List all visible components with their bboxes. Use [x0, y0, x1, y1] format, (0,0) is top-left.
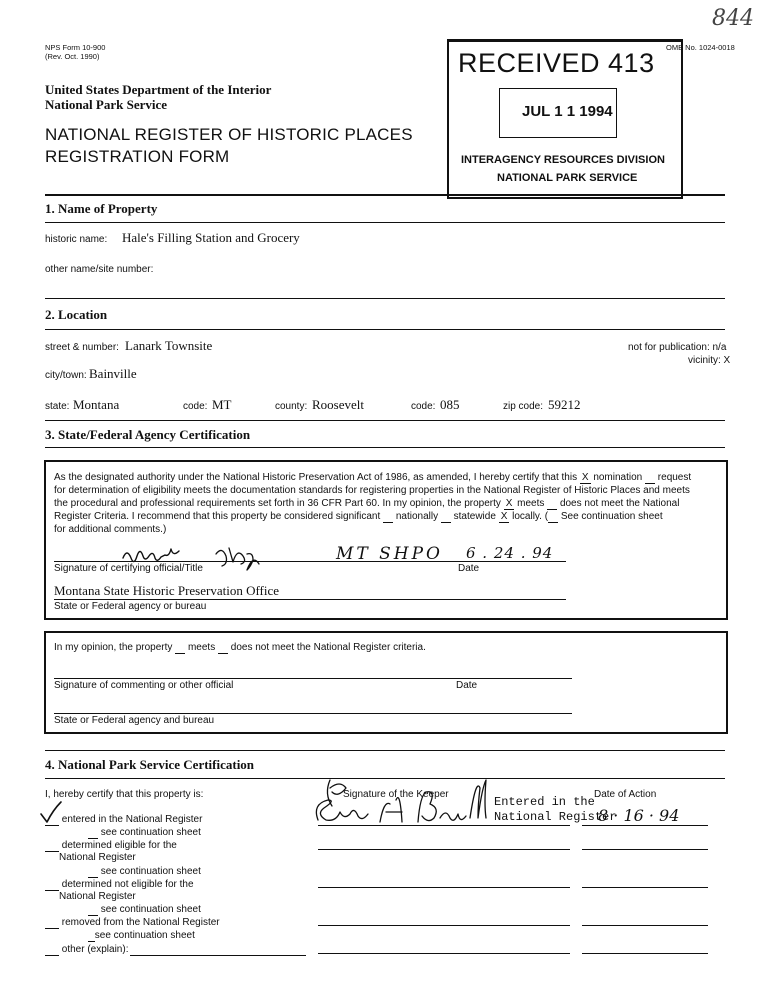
comment-box — [44, 631, 728, 734]
nps-option-entered: entered in the National Register — [45, 814, 202, 826]
comment-agency-label: State or Federal agency and bureau — [54, 715, 215, 726]
keeper-line-4 — [318, 925, 570, 926]
nps-option-not-eligible-continuation: see continuation sheet — [88, 904, 201, 916]
zip-label: zip code: — [503, 401, 544, 412]
nps-option-not-eligible-line2: National Register — [59, 891, 136, 902]
section4-heading: 4. National Park Service Certification — [45, 757, 255, 772]
cert-para-line3: the procedural and professional requirements set forth in 36 CFR Part 60. In my opinion, the property X meets does not meet the National — [54, 498, 680, 509]
county-label: county: — [275, 401, 308, 412]
section1-rule — [45, 222, 725, 223]
keeper-entered-line2: National Register — [494, 810, 617, 824]
certifying-signature — [121, 540, 311, 580]
stamp-nps: NATIONAL PARK SERVICE — [497, 172, 638, 184]
comment-signature-line — [54, 678, 572, 679]
nps-option-removed-continuation: see continuation sheet — [88, 930, 195, 942]
certifying-signature-label: Signature of certifying official/Title — [54, 563, 203, 574]
form-title-line2: REGISTRATION FORM — [45, 147, 230, 166]
nps-option-entered-continuation: see continuation sheet — [88, 827, 201, 839]
vicinity: vicinity: X — [688, 355, 731, 366]
form-revision: (Rev. Oct. 1990) — [45, 52, 100, 61]
nps-option-not-eligible: determined not eligible for the — [45, 879, 194, 891]
keeper-line-1 — [318, 825, 570, 826]
omb-number: OMB No. 1024-0018 — [666, 43, 735, 52]
state-label: state: — [45, 401, 70, 412]
service-name: National Park Service — [45, 97, 168, 112]
nps-option-other: other (explain): — [45, 944, 128, 956]
section4-rule-top — [45, 750, 725, 751]
received-stamp — [447, 39, 683, 199]
section1-rule-top — [45, 194, 725, 196]
state-code-label: code: — [183, 401, 208, 412]
keeper-line-2 — [318, 849, 570, 850]
street-value: Lanark Townsite — [125, 338, 213, 353]
comment-signature-label: Signature of commenting or other official — [54, 680, 234, 691]
zip-value: 59212 — [548, 397, 581, 412]
county-code-label: code: — [411, 401, 436, 412]
cert-para-line2: for determination of eligibility meets the documentation standards for registering properties in the National Register of Historic Places and meets — [54, 485, 690, 496]
other-name-label: other name/site number: — [45, 264, 154, 275]
historic-name-label: historic name: — [45, 234, 108, 245]
other-explain-line — [130, 955, 306, 956]
date-line-2 — [582, 849, 708, 850]
state-code-value: MT — [212, 397, 232, 412]
keeper-line-5 — [318, 953, 570, 954]
date-line-4 — [582, 925, 708, 926]
historic-name-value: Hale's Filling Station and Grocery — [122, 230, 300, 245]
county-value: Roosevelt — [312, 397, 364, 412]
keeper-signature — [300, 770, 500, 830]
nps-option-removed: removed from the National Register — [45, 917, 220, 929]
certifying-agency-value: Montana State Historic Preservation Office — [54, 583, 280, 598]
certifying-signature-line — [54, 561, 566, 562]
section2-heading: 2. Location — [45, 307, 108, 322]
certification-box — [44, 460, 728, 620]
keeper-line-3 — [318, 887, 570, 888]
stamp-received: RECEIVED 413 — [458, 48, 655, 78]
comment-date-label: Date — [456, 680, 478, 691]
stamp-date-box — [499, 88, 617, 138]
certifying-agency-line — [54, 599, 566, 600]
keeper-signature-label: Signature of the Keeper — [343, 789, 449, 800]
city-value: Bainville — [89, 366, 137, 381]
date-of-action-handwritten: 8 · 16 · 94 — [598, 806, 680, 825]
cert-para-line1: As the designated authority under the National Historic Preservation Act of 1986, as amended, I hereby certify that this X nomination request — [54, 472, 692, 483]
nps-option-eligible-continuation: see continuation sheet — [88, 866, 201, 878]
certifying-date-handwritten: 6 . 24 . 94 — [466, 544, 554, 562]
certifying-agency-label: State or Federal agency or bureau — [54, 601, 207, 612]
state-value: Montana — [73, 397, 120, 412]
comment-opinion: In my opinion, the property meets does not meet the National Register criteria. — [54, 642, 426, 653]
section1-heading: 1. Name of Property — [45, 201, 158, 216]
section2-rule — [45, 329, 725, 330]
certifying-agency-handwritten: MT SHPO — [336, 544, 443, 564]
date-of-action-label: Date of Action — [594, 789, 657, 800]
section2-rule-bottom — [45, 420, 725, 421]
street-label: street & number: — [45, 342, 119, 353]
keeper-entered-line1: Entered in the — [494, 795, 595, 809]
nps-option-eligible: determined eligible for the — [45, 840, 177, 852]
cert-para-line5: for additional comments.) — [54, 524, 167, 535]
section1-rule-bottom — [45, 298, 725, 299]
city-label: city/town: — [45, 370, 87, 381]
nps-option-eligible-line2: National Register — [59, 852, 136, 863]
stamp-date: JUL 1 1 1994 — [522, 103, 613, 120]
entered-check-mark — [38, 800, 64, 824]
section3-heading: 3. State/Federal Agency Certification — [45, 427, 251, 442]
comment-agency-line — [54, 713, 572, 714]
not-for-publication: not for publication: n/a — [628, 342, 727, 353]
stamp-division: INTERAGENCY RESOURCES DIVISION — [461, 154, 665, 166]
form-number: NPS Form 10-900 — [45, 43, 106, 52]
department-name: United States Department of the Interior — [45, 82, 272, 97]
section3-rule — [45, 447, 725, 448]
form-title-line1: NATIONAL REGISTER OF HISTORIC PLACES — [45, 125, 413, 144]
county-code-value: 085 — [440, 397, 460, 412]
date-line-1 — [582, 825, 708, 826]
date-line-3 — [582, 887, 708, 888]
cert-para-line4: Register Criteria. I recommend that this property be considered significant nationally statewide X locally. ( See continuation sheet — [54, 511, 663, 522]
corner-handwritten-note: 844 — [712, 6, 754, 31]
nps-cert-intro: I, hereby certify that this property is: — [45, 789, 204, 800]
certifying-date-label: Date — [458, 563, 480, 574]
date-line-5 — [582, 953, 708, 954]
